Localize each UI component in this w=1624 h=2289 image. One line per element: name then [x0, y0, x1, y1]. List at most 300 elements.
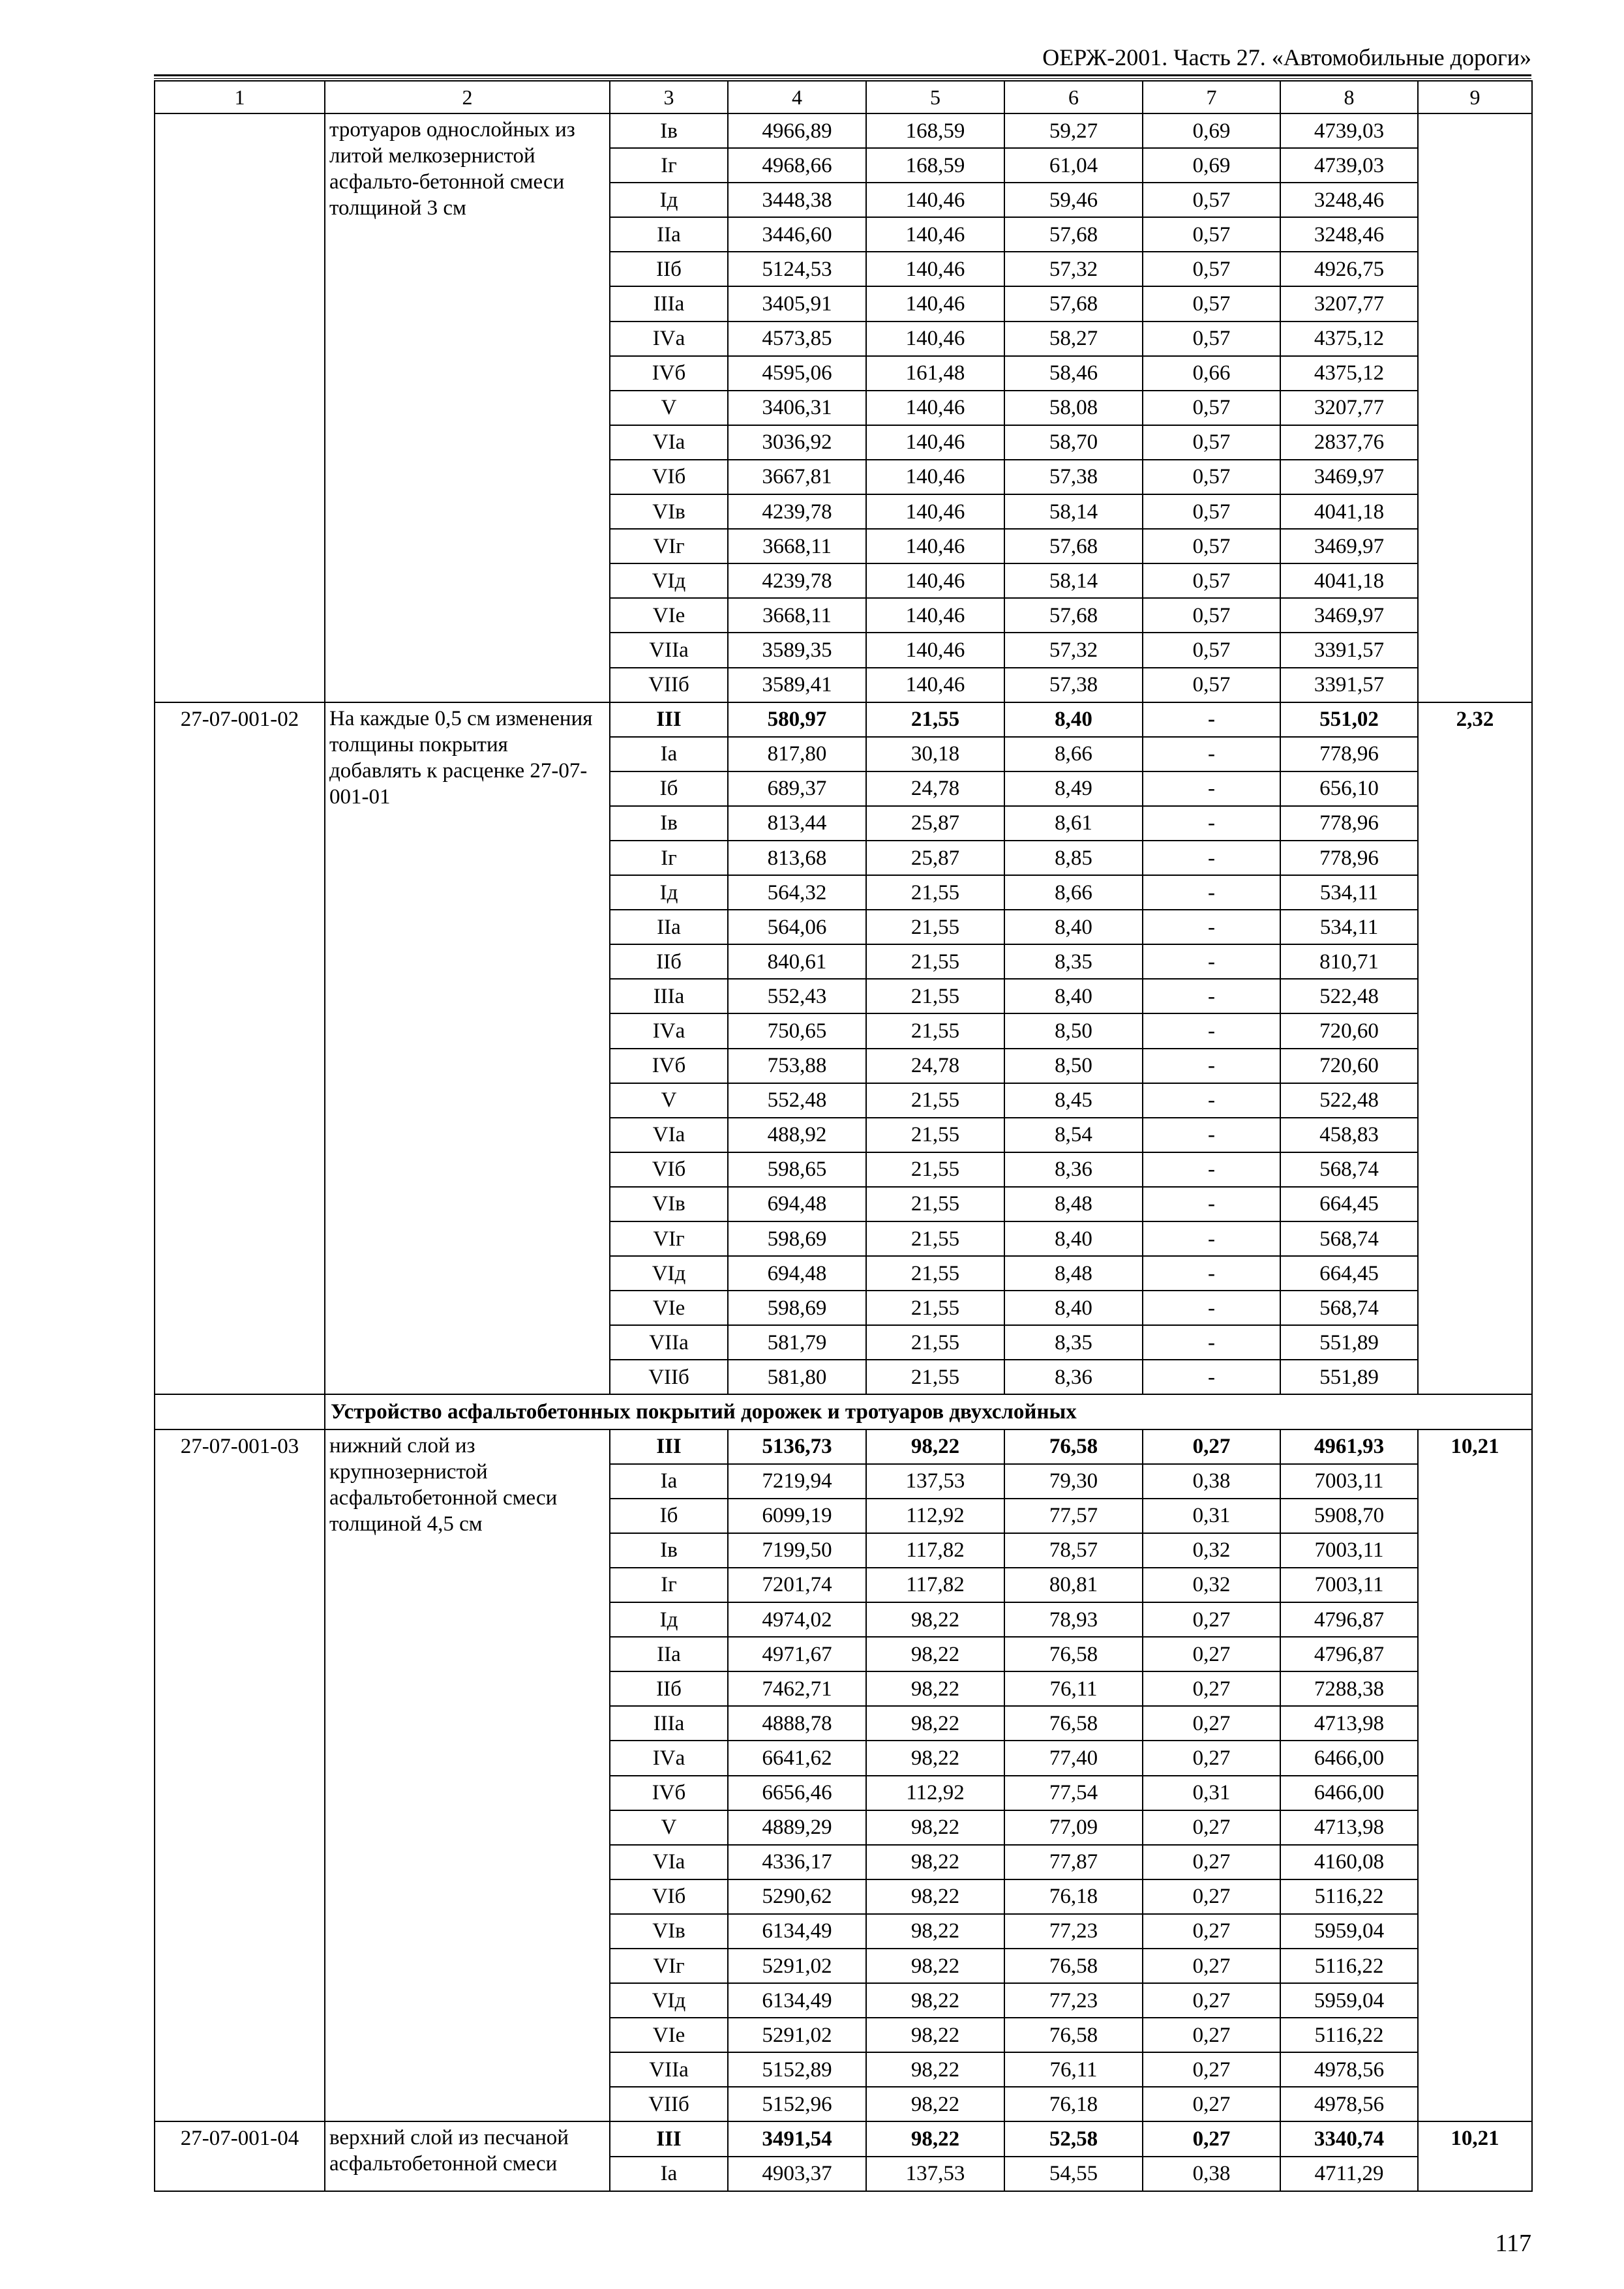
total-cost-cell: 3668,11	[728, 529, 866, 563]
zone-cell: IVа	[610, 1013, 728, 1048]
column-number-4: 4	[728, 81, 866, 113]
materials-cell: 3391,57	[1280, 633, 1418, 667]
materials-cell: 4160,08	[1280, 1845, 1418, 1879]
machines-cell: 8,66	[1004, 875, 1143, 910]
total-cost-cell: 3667,81	[728, 460, 866, 494]
machinists-wages-cell: 0,57	[1143, 286, 1280, 321]
wages-cell: 24,78	[866, 1049, 1004, 1083]
wages-cell: 24,78	[866, 771, 1004, 806]
wages-cell: 21,55	[866, 1325, 1004, 1360]
wages-cell: 140,46	[866, 668, 1004, 702]
total-cost-cell: 6134,49	[728, 1914, 866, 1949]
total-cost-cell: 694,48	[728, 1187, 866, 1221]
zone-cell: VIе	[610, 1291, 728, 1325]
materials-cell: 534,11	[1280, 875, 1418, 910]
zone-cell: VIа	[610, 425, 728, 460]
zone-cell: VIв	[610, 1914, 728, 1949]
machines-cell: 61,04	[1004, 148, 1143, 183]
materials-cell: 3248,46	[1280, 217, 1418, 252]
wages-cell: 137,53	[866, 2157, 1004, 2191]
wages-cell: 98,22	[866, 1845, 1004, 1879]
column-number-3: 3	[610, 81, 728, 113]
machines-cell: 57,68	[1004, 217, 1143, 252]
wages-cell: 140,46	[866, 460, 1004, 494]
machinists-wages-cell: 0,57	[1143, 633, 1280, 667]
labor-cost-cell: 2,32	[1418, 702, 1532, 1395]
materials-cell: 3248,46	[1280, 183, 1418, 217]
materials-cell: 4713,98	[1280, 1706, 1418, 1741]
zone-cell: Iа	[610, 737, 728, 771]
total-cost-cell: 4966,89	[728, 113, 866, 148]
wages-cell: 98,22	[866, 1706, 1004, 1741]
machinists-wages-cell: -	[1143, 1013, 1280, 1048]
materials-cell: 3469,97	[1280, 598, 1418, 633]
machines-cell: 8,48	[1004, 1187, 1143, 1221]
machinists-wages-cell: 0,57	[1143, 460, 1280, 494]
machines-cell: 8,40	[1004, 702, 1143, 737]
total-cost-cell: 7219,94	[728, 1464, 866, 1499]
wages-cell: 117,82	[866, 1533, 1004, 1568]
column-number-2: 2	[325, 81, 610, 113]
wages-cell: 21,55	[866, 1256, 1004, 1291]
machinists-wages-cell: 0,38	[1143, 2157, 1280, 2191]
section-blank-cell	[155, 1394, 325, 1429]
zone-cell: Iг	[610, 1568, 728, 1602]
total-cost-cell: 581,79	[728, 1325, 866, 1360]
machines-cell: 54,55	[1004, 2157, 1143, 2191]
total-cost-cell: 6134,49	[728, 1983, 866, 2018]
column-number-6: 6	[1004, 81, 1143, 113]
wages-cell: 98,22	[866, 1602, 1004, 1637]
machinists-wages-cell: -	[1143, 979, 1280, 1013]
wages-cell: 112,92	[866, 1776, 1004, 1810]
materials-cell: 656,10	[1280, 771, 1418, 806]
section-row	[155, 1394, 1532, 1429]
total-cost-cell: 5291,02	[728, 1949, 866, 1983]
zone-cell: VIб	[610, 1879, 728, 1914]
work-description: нижний слой из крупнозернистой асфальтобетонной смеси толщиной 4,5 см	[325, 1429, 610, 2122]
machinists-wages-cell: 0,27	[1143, 1429, 1280, 1464]
zone-cell: VIе	[610, 2018, 728, 2052]
machinists-wages-cell: 0,27	[1143, 1879, 1280, 1914]
zone-cell: VIд	[610, 563, 728, 598]
wages-cell: 168,59	[866, 113, 1004, 148]
header-rule-thin	[154, 78, 1531, 79]
materials-cell: 5116,22	[1280, 2018, 1418, 2052]
machines-cell: 57,68	[1004, 529, 1143, 563]
machinists-wages-cell: 0,57	[1143, 322, 1280, 356]
total-cost-cell: 4974,02	[728, 1602, 866, 1637]
zone-cell: IIб	[610, 252, 728, 286]
total-cost-cell: 4239,78	[728, 563, 866, 598]
wages-cell: 98,22	[866, 1949, 1004, 1983]
machinists-wages-cell: -	[1143, 875, 1280, 910]
wages-cell: 21,55	[866, 979, 1004, 1013]
machines-cell: 76,58	[1004, 1949, 1143, 1983]
materials-cell: 522,48	[1280, 1083, 1418, 1118]
total-cost-cell: 4888,78	[728, 1706, 866, 1741]
zone-cell: VIв	[610, 494, 728, 529]
work-description: тротуаров однослойных из литой мелкозернистой асфальто-бетонной смеси толщиной 3 см	[325, 113, 610, 702]
materials-cell: 4739,03	[1280, 148, 1418, 183]
total-cost-cell: 689,37	[728, 771, 866, 806]
materials-cell: 720,60	[1280, 1013, 1418, 1048]
labor-cost-cell: 10,21	[1418, 2121, 1532, 2191]
zone-cell: VIд	[610, 1256, 728, 1291]
total-cost-cell: 7462,71	[728, 1671, 866, 1706]
materials-cell: 7003,11	[1280, 1464, 1418, 1499]
machines-cell: 77,23	[1004, 1914, 1143, 1949]
machines-cell: 76,58	[1004, 1637, 1143, 1671]
machines-cell: 58,14	[1004, 563, 1143, 598]
total-cost-cell: 4595,06	[728, 356, 866, 391]
machinists-wages-cell: -	[1143, 1291, 1280, 1325]
machinists-wages-cell: -	[1143, 1325, 1280, 1360]
wages-cell: 140,46	[866, 425, 1004, 460]
zone-cell: IIа	[610, 217, 728, 252]
wages-cell: 21,55	[866, 1221, 1004, 1256]
zone-cell: IIа	[610, 910, 728, 944]
materials-cell: 4796,87	[1280, 1602, 1418, 1637]
total-cost-cell: 3446,60	[728, 217, 866, 252]
machinists-wages-cell: 0,27	[1143, 2121, 1280, 2156]
materials-cell: 778,96	[1280, 737, 1418, 771]
zone-cell: VIIб	[610, 668, 728, 702]
machinists-wages-cell: 0,57	[1143, 529, 1280, 563]
total-cost-cell: 4971,67	[728, 1637, 866, 1671]
zone-cell: VIа	[610, 1845, 728, 1879]
machinists-wages-cell: -	[1143, 1256, 1280, 1291]
wages-cell: 168,59	[866, 148, 1004, 183]
machinists-wages-cell: -	[1143, 1221, 1280, 1256]
machinists-wages-cell: 0,57	[1143, 598, 1280, 633]
zone-cell: Iв	[610, 113, 728, 148]
wages-cell: 140,46	[866, 252, 1004, 286]
total-cost-cell: 3589,35	[728, 633, 866, 667]
machines-cell: 8,40	[1004, 1291, 1143, 1325]
machinists-wages-cell: -	[1143, 944, 1280, 979]
wages-cell: 21,55	[866, 1118, 1004, 1152]
rate-code: 27-07-001-02	[155, 702, 325, 1395]
column-number-8: 8	[1280, 81, 1418, 113]
machinists-wages-cell: 0,57	[1143, 391, 1280, 425]
machinists-wages-cell: -	[1143, 737, 1280, 771]
labor-cost-cell: 10,21	[1418, 1429, 1532, 2122]
materials-cell: 778,96	[1280, 806, 1418, 841]
materials-cell: 6466,00	[1280, 1776, 1418, 1810]
machines-cell: 59,46	[1004, 183, 1143, 217]
materials-cell: 3391,57	[1280, 668, 1418, 702]
total-cost-cell: 750,65	[728, 1013, 866, 1048]
machines-cell: 8,36	[1004, 1360, 1143, 1394]
zone-cell: Iб	[610, 1499, 728, 1533]
total-cost-cell: 3589,41	[728, 668, 866, 702]
rate-code: 27-07-001-04	[155, 2121, 325, 2191]
materials-cell: 4978,56	[1280, 2087, 1418, 2121]
machines-cell: 58,46	[1004, 356, 1143, 391]
materials-cell: 664,45	[1280, 1256, 1418, 1291]
total-cost-cell: 4573,85	[728, 322, 866, 356]
column-number-7: 7	[1143, 81, 1280, 113]
wages-cell: 98,22	[866, 1914, 1004, 1949]
zone-cell: IIIа	[610, 1706, 728, 1741]
machines-cell: 77,57	[1004, 1499, 1143, 1533]
zone-cell: Iб	[610, 771, 728, 806]
machinists-wages-cell: -	[1143, 702, 1280, 737]
machines-cell: 8,61	[1004, 806, 1143, 841]
machinists-wages-cell: 0,27	[1143, 2052, 1280, 2087]
zone-cell: VIIб	[610, 2087, 728, 2121]
machines-cell: 76,11	[1004, 2052, 1143, 2087]
total-cost-cell: 840,61	[728, 944, 866, 979]
zone-cell: V	[610, 391, 728, 425]
materials-cell: 5959,04	[1280, 1914, 1418, 1949]
table-row	[155, 1429, 1532, 1464]
zone-cell: Iв	[610, 1533, 728, 1568]
materials-cell: 4041,18	[1280, 494, 1418, 529]
zone-cell: VIг	[610, 529, 728, 563]
rate-code	[155, 113, 325, 702]
zone-cell: VIIа	[610, 2052, 728, 2087]
zone-cell: VIв	[610, 1187, 728, 1221]
machines-cell: 8,50	[1004, 1013, 1143, 1048]
machinists-wages-cell: 0,27	[1143, 1706, 1280, 1741]
machines-cell: 58,08	[1004, 391, 1143, 425]
wages-cell: 140,46	[866, 217, 1004, 252]
wages-cell: 21,55	[866, 1083, 1004, 1118]
total-cost-cell: 817,80	[728, 737, 866, 771]
machinists-wages-cell: -	[1143, 1118, 1280, 1152]
machines-cell: 8,40	[1004, 910, 1143, 944]
machines-cell: 78,57	[1004, 1533, 1143, 1568]
machines-cell: 58,70	[1004, 425, 1143, 460]
running-header: ОЕРЖ-2001. Часть 27. «Автомобильные дороги»	[1042, 44, 1531, 70]
zone-cell: V	[610, 1083, 728, 1118]
wages-cell: 140,46	[866, 494, 1004, 529]
machinists-wages-cell: 0,69	[1143, 148, 1280, 183]
wages-cell: 140,46	[866, 529, 1004, 563]
table-row	[155, 702, 1532, 737]
total-cost-cell: 598,65	[728, 1152, 866, 1187]
machines-cell: 76,18	[1004, 1879, 1143, 1914]
wages-cell: 21,55	[866, 1152, 1004, 1187]
total-cost-cell: 7201,74	[728, 1568, 866, 1602]
zone-cell: VIг	[610, 1221, 728, 1256]
wages-cell: 98,22	[866, 2121, 1004, 2156]
zone-cell: IVб	[610, 1049, 728, 1083]
materials-cell: 3469,97	[1280, 460, 1418, 494]
total-cost-cell: 5136,73	[728, 1429, 866, 1464]
zone-cell: IIIа	[610, 979, 728, 1013]
total-cost-cell: 581,80	[728, 1360, 866, 1394]
total-cost-cell: 564,32	[728, 875, 866, 910]
machinists-wages-cell: 0,27	[1143, 1602, 1280, 1637]
column-number-1: 1	[155, 81, 325, 113]
materials-cell: 551,89	[1280, 1325, 1418, 1360]
total-cost-cell: 813,44	[728, 806, 866, 841]
total-cost-cell: 7199,50	[728, 1533, 866, 1568]
total-cost-cell: 3448,38	[728, 183, 866, 217]
machines-cell: 79,30	[1004, 1464, 1143, 1499]
machinists-wages-cell: 0,31	[1143, 1499, 1280, 1533]
machines-cell: 52,58	[1004, 2121, 1143, 2156]
total-cost-cell: 4239,78	[728, 494, 866, 529]
machinists-wages-cell: 0,57	[1143, 217, 1280, 252]
materials-cell: 568,74	[1280, 1291, 1418, 1325]
wages-cell: 98,22	[866, 1879, 1004, 1914]
zone-cell: IIб	[610, 944, 728, 979]
zone-cell: IVб	[610, 356, 728, 391]
zone-cell: IIб	[610, 1671, 728, 1706]
materials-cell: 4796,87	[1280, 1637, 1418, 1671]
wages-cell: 21,55	[866, 910, 1004, 944]
total-cost-cell: 4903,37	[728, 2157, 866, 2191]
total-cost-cell: 5291,02	[728, 2018, 866, 2052]
machinists-wages-cell: 0,57	[1143, 252, 1280, 286]
wages-cell: 21,55	[866, 875, 1004, 910]
zone-cell: Iа	[610, 1464, 728, 1499]
wages-cell: 21,55	[866, 702, 1004, 737]
wages-cell: 98,22	[866, 2018, 1004, 2052]
machines-cell: 77,87	[1004, 1845, 1143, 1879]
total-cost-cell: 813,68	[728, 841, 866, 875]
machines-cell: 77,54	[1004, 1776, 1143, 1810]
machines-cell: 8,66	[1004, 737, 1143, 771]
machinists-wages-cell: 0,57	[1143, 668, 1280, 702]
machines-cell: 8,50	[1004, 1049, 1143, 1083]
machinists-wages-cell: 0,69	[1143, 113, 1280, 148]
total-cost-cell: 3491,54	[728, 2121, 866, 2156]
wages-cell: 98,22	[866, 1810, 1004, 1845]
zone-cell: VIIа	[610, 1325, 728, 1360]
materials-cell: 4739,03	[1280, 113, 1418, 148]
labor-cost-cell	[1418, 113, 1532, 702]
machinists-wages-cell: 0,57	[1143, 494, 1280, 529]
machinists-wages-cell: -	[1143, 806, 1280, 841]
materials-cell: 7003,11	[1280, 1568, 1418, 1602]
machinists-wages-cell: 0,31	[1143, 1776, 1280, 1810]
total-cost-cell: 552,43	[728, 979, 866, 1013]
machinists-wages-cell: 0,38	[1143, 1464, 1280, 1499]
rates-table	[154, 80, 1533, 2192]
machines-cell: 76,58	[1004, 2018, 1143, 2052]
wages-cell: 98,22	[866, 1741, 1004, 1775]
machinists-wages-cell: 0,27	[1143, 2087, 1280, 2121]
machinists-wages-cell: 0,27	[1143, 1741, 1280, 1775]
machinists-wages-cell: -	[1143, 1152, 1280, 1187]
machines-cell: 8,49	[1004, 771, 1143, 806]
machinists-wages-cell: -	[1143, 1049, 1280, 1083]
total-cost-cell: 6099,19	[728, 1499, 866, 1533]
zone-cell: VIг	[610, 1949, 728, 1983]
wages-cell: 140,46	[866, 598, 1004, 633]
zone-cell: VIд	[610, 1983, 728, 2018]
wages-cell: 21,55	[866, 1360, 1004, 1394]
machines-cell: 77,23	[1004, 1983, 1143, 2018]
machinists-wages-cell: 0,57	[1143, 563, 1280, 598]
machinists-wages-cell: 0,27	[1143, 1637, 1280, 1671]
zone-cell: III	[610, 702, 728, 737]
materials-cell: 4711,29	[1280, 2157, 1418, 2191]
machines-cell: 76,11	[1004, 1671, 1143, 1706]
materials-cell: 458,83	[1280, 1118, 1418, 1152]
machines-cell: 57,38	[1004, 668, 1143, 702]
total-cost-cell: 580,97	[728, 702, 866, 737]
wages-cell: 140,46	[866, 563, 1004, 598]
materials-cell: 6466,00	[1280, 1741, 1418, 1775]
machines-cell: 59,27	[1004, 113, 1143, 148]
page-number: 117	[1495, 2230, 1531, 2257]
materials-cell: 4961,93	[1280, 1429, 1418, 1464]
wages-cell: 137,53	[866, 1464, 1004, 1499]
total-cost-cell: 4889,29	[728, 1810, 866, 1845]
zone-cell: IIа	[610, 1637, 728, 1671]
wages-cell: 30,18	[866, 737, 1004, 771]
zone-cell: Iг	[610, 841, 728, 875]
zone-cell: VIб	[610, 1152, 728, 1187]
total-cost-cell: 753,88	[728, 1049, 866, 1083]
wages-cell: 21,55	[866, 1291, 1004, 1325]
machines-cell: 57,38	[1004, 460, 1143, 494]
wages-cell: 140,46	[866, 183, 1004, 217]
zone-cell: IVб	[610, 1776, 728, 1810]
machines-cell: 8,54	[1004, 1118, 1143, 1152]
total-cost-cell: 598,69	[728, 1221, 866, 1256]
materials-cell: 3469,97	[1280, 529, 1418, 563]
materials-cell: 4041,18	[1280, 563, 1418, 598]
machinists-wages-cell: 0,27	[1143, 2018, 1280, 2052]
materials-cell: 5116,22	[1280, 1879, 1418, 1914]
wages-cell: 140,46	[866, 633, 1004, 667]
machinists-wages-cell: 0,32	[1143, 1533, 1280, 1568]
zone-cell: Iд	[610, 1602, 728, 1637]
total-cost-cell: 4968,66	[728, 148, 866, 183]
machines-cell: 8,85	[1004, 841, 1143, 875]
materials-cell: 568,74	[1280, 1221, 1418, 1256]
wages-cell: 25,87	[866, 841, 1004, 875]
total-cost-cell: 3668,11	[728, 598, 866, 633]
machines-cell: 8,35	[1004, 1325, 1143, 1360]
table-row	[155, 2121, 1532, 2156]
machines-cell: 77,40	[1004, 1741, 1143, 1775]
column-number-row	[155, 81, 1532, 113]
materials-cell: 5116,22	[1280, 1949, 1418, 1983]
header-rule	[154, 74, 1531, 76]
materials-cell: 551,89	[1280, 1360, 1418, 1394]
machinists-wages-cell: -	[1143, 1083, 1280, 1118]
materials-cell: 568,74	[1280, 1152, 1418, 1187]
materials-cell: 3340,74	[1280, 2121, 1418, 2156]
machines-cell: 8,36	[1004, 1152, 1143, 1187]
wages-cell: 98,22	[866, 2087, 1004, 2121]
machines-cell: 8,40	[1004, 1221, 1143, 1256]
materials-cell: 4375,12	[1280, 356, 1418, 391]
machinists-wages-cell: -	[1143, 841, 1280, 875]
machinists-wages-cell: 0,27	[1143, 1845, 1280, 1879]
wages-cell: 21,55	[866, 1013, 1004, 1048]
machinists-wages-cell: 0,27	[1143, 1671, 1280, 1706]
wages-cell: 25,87	[866, 806, 1004, 841]
wages-cell: 140,46	[866, 391, 1004, 425]
materials-cell: 522,48	[1280, 979, 1418, 1013]
table-body	[155, 113, 1532, 2191]
zone-cell: IVа	[610, 1741, 728, 1775]
total-cost-cell: 5152,96	[728, 2087, 866, 2121]
materials-cell: 4713,98	[1280, 1810, 1418, 1845]
wages-cell: 140,46	[866, 286, 1004, 321]
wages-cell: 21,55	[866, 1187, 1004, 1221]
materials-cell: 7003,11	[1280, 1533, 1418, 1568]
